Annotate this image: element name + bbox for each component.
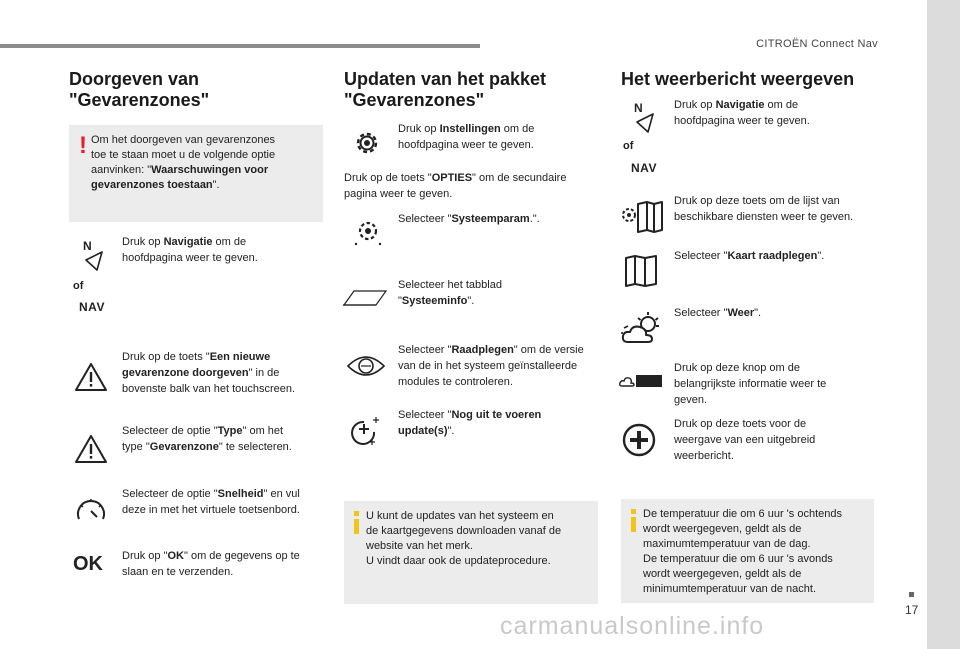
text-line: de kaartgegevens downloaden vanaf de — [366, 525, 562, 537]
title-line: Updaten van het pakket — [344, 69, 547, 89]
text-line: modules te controleren. — [398, 376, 513, 388]
warning-text — [91, 133, 319, 193]
text-bold: Type — [217, 425, 243, 437]
text-line: Selecteer " — [674, 307, 728, 319]
step-settings — [398, 121, 588, 153]
text-line: U vindt daar ook de updateprocedure. — [366, 555, 551, 567]
map-icon — [623, 253, 659, 289]
warning-note — [69, 125, 323, 222]
text-bold: OPTIES — [431, 172, 473, 184]
text-line: Druk op deze toets om de lijst van — [674, 195, 840, 207]
or-label: of — [73, 280, 84, 292]
text-line: .". — [529, 213, 540, 225]
step-services-list — [674, 193, 884, 225]
text-line: Druk op — [674, 99, 716, 111]
step-detailed-forecast — [674, 416, 874, 464]
text-line: Om het doorgeven van gevarenzones — [91, 134, 276, 146]
text-line: ". — [754, 307, 762, 319]
text-line: hoofdpagina weer te geven. — [398, 139, 534, 151]
text-line: deze in met het virtuele toetsenbord. — [122, 504, 300, 516]
text-bold: Navigatie — [163, 236, 213, 248]
text-line: " om de versie — [513, 344, 584, 356]
eye-view-icon — [346, 352, 386, 380]
text-line: Selecteer het tabblad — [398, 279, 502, 291]
text-line: De temperatuur die om 6 uur 's avonds — [643, 553, 833, 565]
title-line: "Gevarenzones" — [344, 90, 485, 110]
text-line: " in de — [248, 367, 280, 379]
plus-circle-icon — [621, 422, 657, 458]
header-rule — [0, 44, 480, 48]
speedometer-icon — [75, 495, 107, 525]
svg-text:N: N — [83, 239, 92, 253]
text-bold: Systeemparam — [451, 213, 530, 225]
text-bold: Gevarenzone — [149, 441, 219, 453]
tab-icon — [342, 288, 388, 308]
text-line: wordt weergegeven, geldt als de — [643, 568, 802, 580]
nav-button-label: NAV — [79, 300, 105, 314]
text-line: " — [398, 295, 402, 307]
info-mark-icon — [631, 509, 636, 532]
text-line: belangrijkste informatie weer te — [674, 378, 827, 390]
text-line: website van het merk. — [366, 540, 473, 552]
text-line: Selecteer " — [398, 409, 452, 421]
text-line: weergave van een uitgebreid — [674, 434, 816, 446]
text-line: hoofdpagina weer te geven. — [674, 115, 810, 127]
text-bold: OK — [167, 550, 184, 562]
step-ok — [122, 548, 327, 580]
text-bold: Navigatie — [715, 99, 765, 111]
text-line: Selecteer de optie " — [122, 488, 218, 500]
step-navigatie — [122, 234, 322, 266]
text-bold: Systeeminfo — [401, 295, 468, 307]
text-line: Selecteer " — [398, 213, 452, 225]
text-bold: Instellingen — [439, 123, 501, 135]
text-line: ". — [817, 250, 825, 262]
settings-gear-icon — [352, 128, 382, 158]
text-line: type " — [122, 441, 150, 453]
text-line: Druk op de toets " — [344, 172, 432, 184]
text-line: hoofdpagina weer te geven. — [122, 252, 258, 264]
text-line: om de — [212, 236, 247, 248]
navigation-arrow-icon — [631, 100, 661, 136]
text-line: Druk op — [122, 236, 164, 248]
or-label: of — [623, 140, 634, 152]
step-weather — [674, 305, 874, 321]
text-line: toe te staan moet u de volgende optie — [91, 149, 276, 161]
info-text — [643, 507, 873, 597]
page-number: 17 — [905, 603, 919, 617]
text-line: De temperatuur die om 6 uur 's ochtends — [643, 508, 842, 520]
text-line: weerbericht. — [674, 450, 734, 462]
text-line: beschikbare diensten weer te geven. — [674, 211, 854, 223]
text-line: Selecteer " — [398, 344, 452, 356]
text-line: ". — [212, 179, 220, 191]
step-type — [122, 423, 322, 455]
text-line: U kunt de updates van het systeem en — [366, 510, 554, 522]
section-title-col3: Het weerbericht weergeven — [621, 69, 855, 89]
svg-text:N: N — [634, 101, 643, 115]
text-line: slaan en te verzenden. — [122, 566, 234, 578]
text-bold: Kaart raadplegen — [727, 250, 818, 262]
text-line: Druk op " — [122, 550, 168, 562]
text-line: aanvinken: " — [91, 164, 152, 176]
text-line: Druk op — [398, 123, 440, 135]
text-line: om de — [500, 123, 535, 135]
side-tab — [927, 0, 960, 649]
text-line: Selecteer de optie " — [122, 425, 218, 437]
text-line: ". — [467, 295, 475, 307]
text-bold: Raadplegen — [451, 344, 514, 356]
text-line: Druk op deze toets voor de — [674, 418, 807, 430]
text-line: " om het — [242, 425, 284, 437]
text-line: Druk op de toets " — [122, 351, 210, 363]
text-line: om de — [764, 99, 799, 111]
text-bold: Een nieuwe — [209, 351, 271, 363]
info-mark-icon — [354, 511, 359, 534]
text-bold: gevarenzone doorgeven — [122, 367, 249, 379]
title-line: "Gevarenzones" — [69, 90, 210, 110]
warning-mark-icon: ! — [79, 132, 87, 159]
title-line: Doorgeven van — [69, 69, 200, 89]
text-line: " om de secundaire — [472, 172, 567, 184]
section-title-col1 — [69, 69, 209, 111]
text-bold: Weer — [727, 307, 755, 319]
step-main-info — [674, 360, 874, 408]
text-bold: gevarenzones toestaan — [91, 179, 213, 191]
step-navigatie — [674, 97, 874, 129]
system-settings-icon — [352, 218, 382, 248]
step-new-danger-zone — [122, 349, 322, 397]
info-note — [344, 501, 598, 604]
text-line: wordt weergegeven, geldt als de — [643, 523, 802, 535]
text-line: van de in het systeem geïnstalleerde — [398, 360, 578, 372]
text-line: ". — [447, 425, 455, 437]
step-speed — [122, 486, 327, 518]
navigation-arrow-icon — [80, 238, 110, 274]
text-bold: Nog uit te voeren — [451, 409, 542, 421]
brand-label: CITROËN Connect Nav — [756, 38, 878, 50]
step-system-info — [398, 277, 588, 309]
step-options — [344, 170, 594, 202]
page-marker — [909, 592, 914, 597]
info-note — [621, 499, 874, 603]
text-line: " te selecteren. — [218, 441, 292, 453]
watermark: carmanualsonline.info — [500, 612, 765, 640]
info-text — [366, 509, 594, 569]
section-title-col2 — [344, 69, 546, 111]
step-pending-updates — [398, 407, 588, 439]
text-bold: Waarschuwingen voor — [151, 164, 269, 176]
step-system-params — [398, 211, 588, 227]
weather-bar-icon — [618, 373, 664, 389]
step-map — [674, 248, 874, 264]
text-line: Selecteer " — [674, 250, 728, 262]
text-line: minimumtemperatuur van de nacht. — [643, 583, 817, 595]
text-bold: Snelheid — [217, 488, 264, 500]
text-line: maximumtemperatuur van de dag. — [643, 538, 811, 550]
map-services-icon — [620, 200, 664, 234]
ok-button-label: OK — [73, 553, 103, 575]
warning-triangle-icon — [74, 362, 108, 392]
text-bold: update(s) — [398, 425, 448, 437]
step-consult — [398, 342, 598, 390]
text-line: " en vul — [263, 488, 300, 500]
nav-button-label: NAV — [631, 161, 657, 175]
weather-icon — [620, 310, 662, 346]
text-line: pagina weer te geven. — [344, 188, 453, 200]
pending-update-icon — [346, 414, 384, 448]
warning-triangle-icon — [74, 434, 108, 464]
text-line: bovenste balk van het touchscreen. — [122, 383, 296, 395]
text-line: geven. — [674, 394, 708, 406]
text-line: " om de gegevens op te — [183, 550, 300, 562]
text-line: Druk op deze knop om de — [674, 362, 800, 374]
